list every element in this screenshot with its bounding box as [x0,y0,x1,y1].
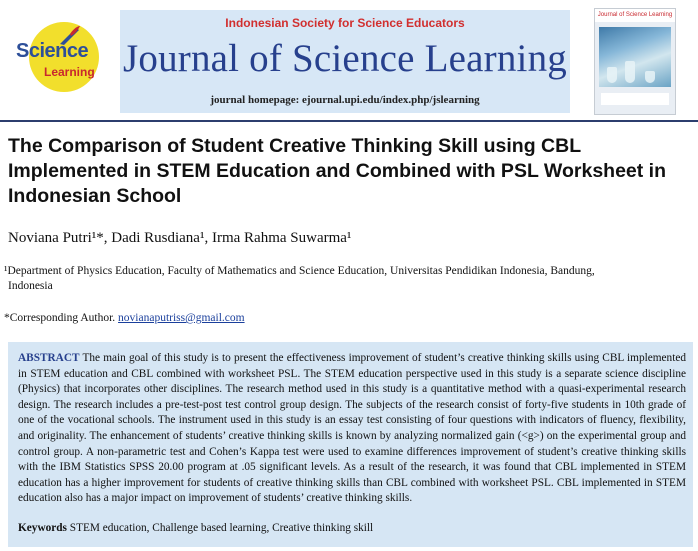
cover-title: Journal of Science Learning [595,9,675,22]
corresponding-author [4,312,245,324]
society-name: Indonesian Society for Science Educators [225,16,465,30]
journal-logo [14,18,104,100]
journal-banner [120,10,570,113]
keywords-label: Keywords [18,522,67,534]
cover-image [599,27,671,87]
flask-icon [625,61,635,83]
abstract-box [8,342,693,547]
journal-cover-thumbnail [594,8,676,115]
abstract-body: The main goal of this study is to present the effectiveness improvement of student’s creative thinking skills using CBL implemented in STEM education and CBL combined with worksheet PSL. The STEM education perspective used in this study is a separate science discipline (Physics) that incorporates other disciplines. The research method used in this study is a quantitative method with a quasi-experimental research design. The research includes a pre-test-post test control group design. The subjects of the research consist of forty-five students in 10th grade of one of the vocational schools. The instrument used in this study is an essay test consisting of four questions with indicators of fluency, flexibility, and originality. The enhancement of students’ creative thinking skills is known by analyzing normalized gain (<g>) on the experimental group and control group. A non-parametric test and Cohen’s Kappa test were used to examine differences improvement of student’s creative thinking skills with the IBM Statistics SPSS 20.00 program at .05 significant levels. As a result of the research, it was found that CBL implemented in STEM education has a higher improvement for students of creative thinking skills than CBL combined with worksheet PSL. CBL implemented in STEM education also has a major impact on improvement of students’ creative thinking skills. [18,352,686,505]
logo-word-learning: Learning [44,65,95,79]
journal-title: Journal of Science Learning [123,37,567,80]
flask-icon [645,71,655,83]
author-list: Noviana Putri¹*, Dadi Rusdiana¹, Irma Rahma Suwarma¹ [8,230,352,246]
header-divider [0,120,698,122]
abstract-heading: ABSTRACT [18,352,80,364]
corresponding-label: *Corresponding Author. [4,312,116,324]
article-title: The Comparison of Student Creative Thinking Skill using CBL Implemented in STEM Education and Combined with PSL Worksheet in Indonesian School [8,135,667,207]
cover-footer [601,93,669,105]
keywords [18,522,686,534]
corresponding-email-link[interactable]: novianaputriss@gmail.com [118,312,245,324]
affiliation-line: ¹Department of Physics Education, Faculty of Mathematics and Science Education, Universitas Pendidikan Indonesia, Bandung, [4,265,595,277]
logo-word-science: Science [16,40,89,62]
affiliation-line: Indonesia [8,280,53,292]
abstract-text [18,351,686,507]
keywords-text: STEM education, Challenge based learning, Creative thinking skill [69,522,374,534]
flask-icon [607,67,617,83]
author-affiliation [4,264,674,294]
journal-homepage: journal homepage: ejournal.upi.edu/index.php/jslearning [210,94,480,106]
